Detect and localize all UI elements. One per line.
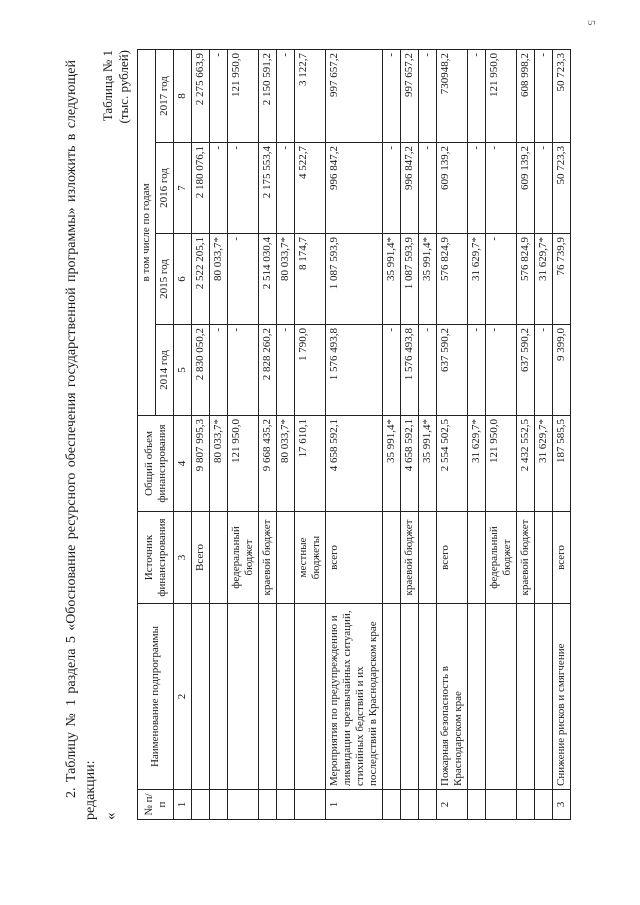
total-amount: 35 991,4*: [383, 416, 401, 512]
table-row: [277, 49, 295, 819]
row-number: [401, 790, 419, 820]
subprogram-name: [468, 604, 486, 790]
funding-source: [383, 512, 401, 604]
amount-2014: -: [277, 325, 295, 416]
total-amount: 121 950,0: [486, 416, 517, 512]
table-row: [419, 49, 437, 819]
amount-2015: 1 087 593,9: [401, 234, 419, 325]
amount-2015: 31 629,7*: [535, 234, 553, 325]
funding-source: федеральный бюджет: [228, 512, 259, 604]
column-number: 4: [174, 416, 192, 512]
amount-2017: 2 150 591,2: [259, 49, 277, 142]
amount-2016: 4 522,7: [295, 143, 326, 234]
row-number: [535, 790, 553, 820]
amount-2014: -: [383, 325, 401, 416]
subprogram-name: [228, 604, 259, 790]
header-by-years: в том числе по годам: [138, 49, 156, 415]
funding-source: Всего: [192, 512, 210, 604]
amount-2015: 35 991,4*: [419, 234, 437, 325]
total-amount: 121 950,0: [228, 416, 259, 512]
table-row: [486, 49, 517, 819]
amount-2017: 3 122,7: [295, 49, 326, 142]
amount-2014: -: [535, 325, 553, 416]
amount-2016: 2 180 076,1: [192, 143, 210, 234]
amount-2016: -: [468, 143, 486, 234]
subprogram-name: [277, 604, 295, 790]
table-title: Таблица № 1: [100, 50, 115, 122]
total-amount: 4 658 592,1: [326, 416, 383, 512]
subprogram-name: [383, 604, 401, 790]
amount-2014: 637 590,2: [517, 325, 535, 416]
header-total: Общий объем финансирования: [138, 416, 174, 512]
amount-2015: 576 824,9: [437, 234, 468, 325]
table-units: (тыс. рублей): [116, 50, 131, 124]
column-number: 7: [174, 143, 192, 234]
column-number: 6: [174, 234, 192, 325]
table-row: [383, 49, 401, 819]
table-row: [228, 49, 259, 819]
row-number: 1: [326, 790, 383, 820]
amount-2015: 2 514 030,4: [259, 234, 277, 325]
row-number: [277, 790, 295, 820]
intro-paragraph: 2. Таблицу № 1 раздела 5 «Обоснование ресурсного обеспечения государственной программы» изложить в следующей редакции:: [64, 60, 98, 820]
row-number: 2: [437, 790, 468, 820]
row-number: [210, 790, 228, 820]
header-row: [138, 49, 156, 819]
amount-2014: -: [228, 325, 259, 416]
table-row: [192, 49, 210, 819]
subprogram-name: [210, 604, 228, 790]
table-row: [468, 49, 486, 819]
amount-2016: -: [486, 143, 517, 234]
subprogram-name: Пожарная безопасность в Краснодарском крае: [437, 604, 468, 790]
subprogram-name: Снижение рисков и смягчение: [553, 604, 571, 790]
table-row: [517, 49, 535, 819]
total-amount: 187 585,5: [553, 416, 571, 512]
row-number: [419, 790, 437, 820]
amount-2016: 50 723,3: [553, 143, 571, 234]
amount-2014: 9 399,0: [553, 325, 571, 416]
total-amount: 9 668 435,2: [259, 416, 277, 512]
funding-source: краевой бюджет: [517, 512, 535, 604]
amount-2014: -: [210, 325, 228, 416]
funding-source: [468, 512, 486, 604]
amount-2017: 997 657,2: [326, 49, 383, 142]
amount-2017: -: [468, 49, 486, 142]
amount-2015: 1 087 593,9: [326, 234, 383, 325]
amount-2016: -: [535, 143, 553, 234]
amount-2015: 76 739,9: [553, 234, 571, 325]
amount-2016: 609 139,2: [517, 143, 535, 234]
amount-2014: 1 576 493,8: [401, 325, 419, 416]
funding-source: краевой бюджет: [259, 512, 277, 604]
subprogram-name: Мероприятия по предупреждению и ликвидации чрезвычайных ситуаций, стихийных бедствий и их последствий в Краснодарском крае: [326, 604, 383, 790]
amount-2016: 996 847,2: [326, 143, 383, 234]
subprogram-name: [192, 604, 210, 790]
row-number: [383, 790, 401, 820]
page-number: 5: [585, 20, 597, 26]
total-amount: 31 629,7*: [535, 416, 553, 512]
amount-2017: -: [277, 49, 295, 142]
funding-source: [210, 512, 228, 604]
header-year: 2016 год: [156, 143, 174, 234]
amount-2017: 2 275 663,9: [192, 49, 210, 142]
column-number: 8: [174, 49, 192, 142]
amount-2014: 637 590,2: [437, 325, 468, 416]
total-amount: 17 610,1: [295, 416, 326, 512]
header-year: 2014 год: [156, 325, 174, 416]
row-number: 3: [553, 790, 571, 820]
table-body: [192, 49, 571, 819]
amount-2017: 997 657,2: [401, 49, 419, 142]
total-amount: 4 658 592,1: [401, 416, 419, 512]
amount-2014: -: [468, 325, 486, 416]
table-caption: [100, 50, 132, 170]
table-row: [437, 49, 468, 819]
total-amount: 31 629,7*: [468, 416, 486, 512]
amount-2015: 80 033,7*: [210, 234, 228, 325]
subprogram-name: [419, 604, 437, 790]
funding-source: [277, 512, 295, 604]
table-row: [326, 49, 383, 819]
amount-2016: -: [383, 143, 401, 234]
header-num: № п/п: [138, 790, 174, 820]
opening-quote-mark: «: [103, 812, 119, 820]
total-amount: 2 554 502,5: [437, 416, 468, 512]
funding-source: [419, 512, 437, 604]
funding-source: всего: [437, 512, 468, 604]
column-number: 5: [174, 325, 192, 416]
column-number-row: [174, 49, 192, 819]
funding-source: федеральный бюджет: [486, 512, 517, 604]
header-source: Источник финансирования: [138, 512, 174, 604]
total-amount: 80 033,7*: [277, 416, 295, 512]
amount-2014: 2 828 260,2: [259, 325, 277, 416]
amount-2015: -: [228, 234, 259, 325]
table-row: [535, 49, 553, 819]
funding-source: [535, 512, 553, 604]
amount-2016: -: [277, 143, 295, 234]
row-number: [228, 790, 259, 820]
rotated-page-content: [40, 40, 600, 860]
table-row: [401, 49, 419, 819]
amount-2014: 1 576 493,8: [326, 325, 383, 416]
column-number: 2: [174, 604, 192, 790]
amount-2016: -: [210, 143, 228, 234]
amount-2017: 121 950,0: [228, 49, 259, 142]
subprogram-name: [259, 604, 277, 790]
amount-2014: 2 830 050,2: [192, 325, 210, 416]
table-row: [553, 49, 571, 819]
table-row: [210, 49, 228, 819]
table-row: [259, 49, 277, 819]
table-row: [295, 49, 326, 819]
subprogram-name: [535, 604, 553, 790]
subprogram-name: [486, 604, 517, 790]
amount-2016: 609 139,2: [437, 143, 468, 234]
amount-2017: 730948,2: [437, 49, 468, 142]
row-number: [295, 790, 326, 820]
amount-2017: 608 998,2: [517, 49, 535, 142]
amount-2015: 8 174,7: [295, 234, 326, 325]
row-number: [468, 790, 486, 820]
amount-2016: 996 847,2: [401, 143, 419, 234]
amount-2014: -: [486, 325, 517, 416]
column-number: 1: [174, 790, 192, 820]
amount-2015: 31 629,7*: [468, 234, 486, 325]
funding-source: местные бюджеты: [295, 512, 326, 604]
amount-2015: -: [486, 234, 517, 325]
financing-table: [137, 49, 571, 820]
funding-source: всего: [553, 512, 571, 604]
amount-2016: 2 175 553,4: [259, 143, 277, 234]
amount-2017: 50 723,3: [553, 49, 571, 142]
total-amount: 80 033,7*: [210, 416, 228, 512]
row-number: [259, 790, 277, 820]
row-number: [192, 790, 210, 820]
amount-2017: -: [419, 49, 437, 142]
amount-2017: -: [383, 49, 401, 142]
amount-2015: 2 522 205,1: [192, 234, 210, 325]
funding-source: краевой бюджет: [401, 512, 419, 604]
amount-2017: -: [210, 49, 228, 142]
subprogram-name: [401, 604, 419, 790]
amount-2017: -: [535, 49, 553, 142]
total-amount: 35 991,4*: [419, 416, 437, 512]
row-number: [486, 790, 517, 820]
amount-2015: 576 824,9: [517, 234, 535, 325]
amount-2016: -: [419, 143, 437, 234]
funding-source: всего: [326, 512, 383, 604]
total-amount: 2 432 552,5: [517, 416, 535, 512]
amount-2014: 1 790,0: [295, 325, 326, 416]
total-amount: 9 807 995,3: [192, 416, 210, 512]
subprogram-name: [517, 604, 535, 790]
amount-2015: 80 033,7*: [277, 234, 295, 325]
header-name: Наименование подпрограммы: [138, 604, 174, 790]
amount-2015: 35 991,4*: [383, 234, 401, 325]
amount-2016: -: [228, 143, 259, 234]
header-year: 2017 год: [156, 49, 174, 142]
column-number: 3: [174, 512, 192, 604]
amount-2014: -: [419, 325, 437, 416]
header-year: 2015 год: [156, 234, 174, 325]
amount-2017: 121 950,0: [486, 49, 517, 142]
row-number: [517, 790, 535, 820]
subprogram-name: [295, 604, 326, 790]
